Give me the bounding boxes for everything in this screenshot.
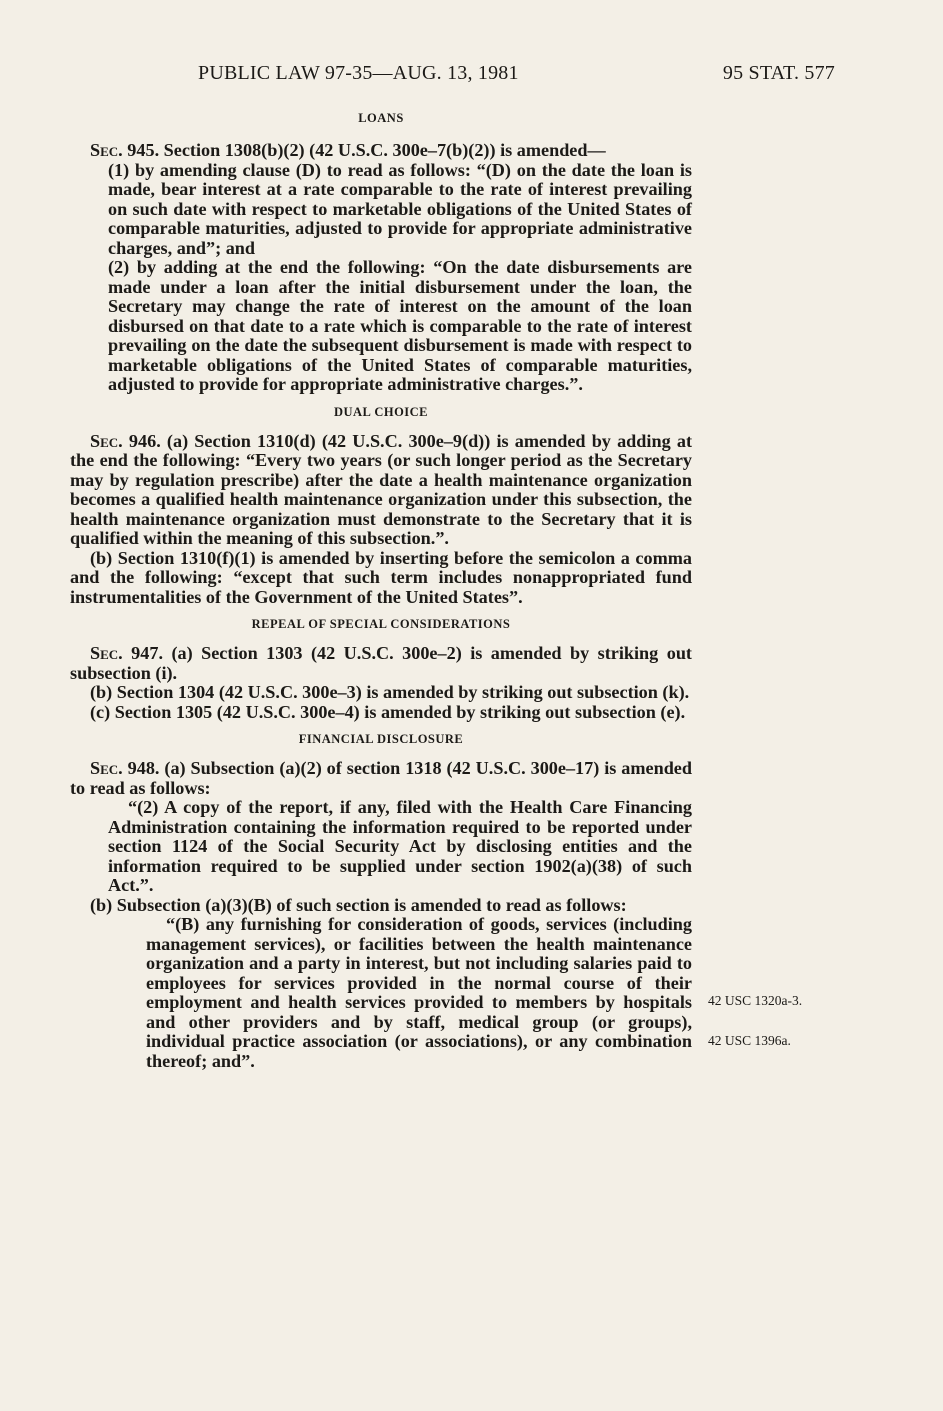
sec-947-b: (b) Section 1304 (42 U.S.C. 300e–3) is amended by striking out subsection (k). [90,682,690,702]
sec-946-b: (b) Section 1310(f)(1) is amended by inserting before the semicolon a comma and the following: “except that such term includes nonappropriated fund instrumentalities of the Government of the United States”. [70,547,692,607]
header-title: PUBLIC LAW 97-35—AUG. 13, 1981 [198,62,519,84]
margin-note-usc-1320a-3: 42 USC 1320a-3. [708,993,803,1008]
sec-946-a [70,432,692,549]
sec-label: Sec. [90,758,123,778]
sec-label: Sec. [90,643,123,663]
body-text [70,105,692,1071]
section-heading-loans: LOANS [358,111,404,125]
sec-948-quote-a: “(2) A copy of the report, if any, filed with the Health Care Financing Administration containing the information required to be reported under section 1124 of the Social Security Act by disclosing entities and the information required to be supplied under section 1902(a)(38) of such Act.”. [108,797,692,895]
section-heading-financial-disclosure: FINANCIAL DISCLOSURE [298,732,464,746]
sec-945-text: 945. Section 1308(b)(2) (42 U.S.C. 300e–7(b)(2)) is amended— [122,140,606,160]
sec-947-a-text: 947. (a) Section 1303 (42 U.S.C. 300e–2) is amended by striking out subsection (i). [70,643,692,683]
sec-948-b: (b) Subsection (a)(3)(B) of such section is amended to read as follows: [90,894,627,915]
sec-947-c: (c) Section 1305 (42 U.S.C. 300e–4) is amended by striking out subsection (e). [90,701,686,722]
sec-948-a [70,759,692,798]
sec-label: Sec. [90,430,123,451]
page-header [70,62,835,92]
margin-note-usc-1396a: 42 USC 1396a. [708,1033,791,1048]
sec-946-a-text: 946. (a) Section 1310(d) (42 U.S.C. 300e–9(d)) is amended by adding at the end the following: “Every two years (or such longer period as the Secretary may by regulation prescribe) after the date a health maintenance organization becomes a qualified health maintenance organization under this subsection, the health maintenance organization must demonstrate to the Secretary that it is qualified within the meaning of this subsection.”. [70,430,692,548]
sec-label: Sec. [90,140,123,160]
sec-945-item-2: (2) by adding at the end the following: “On the date disbursements are made under a loan after the initial disbursement under the loan, the Secretary may change the rate of interest on the amount of the loan disbursed on that date to a rate which is comparable to the rate of interest prevailing on the date the subsequent disbursement is made with respect to marketable obligations of the United States of comparable maturities, adjusted to provide for appropriate administrative charges.”. [108,257,692,394]
section-heading-repeal: REPEAL OF SPECIAL CONSIDERATIONS [251,617,511,631]
sec-947-a [70,644,692,683]
statute-page-number: 95 STAT. 577 [722,62,835,84]
sec-945-lead [70,141,692,161]
section-heading-dual-choice: DUAL CHOICE [333,404,429,419]
sec-945-item-1: (1) by amending clause (D) to read as follows: “(D) on the date the loan is made, bear interest at a rate comparable to the rate of interest prevailing on such date with respect to marketable obligations of the United States of comparable maturities, adjusted to provide for appropriate administrative charges, and”; and [108,159,692,258]
sec-948-quote-b: “(B) any furnishing for consideration of goods, services (including management services), or facilities between the health maintenance organization and a party in interest, but not including salaries paid to employees for services provided in the normal course of their employment and health services provided to members by hospitals and other providers and by staff, medical group (or groups), individual practice association (or associations), or any combination thereof; and”. [146,914,692,1071]
sec-948-a-text: 948. (a) Subsection (a)(2) of section 1318 (42 U.S.C. 300e–17) is amended to read as follows: [70,758,692,798]
